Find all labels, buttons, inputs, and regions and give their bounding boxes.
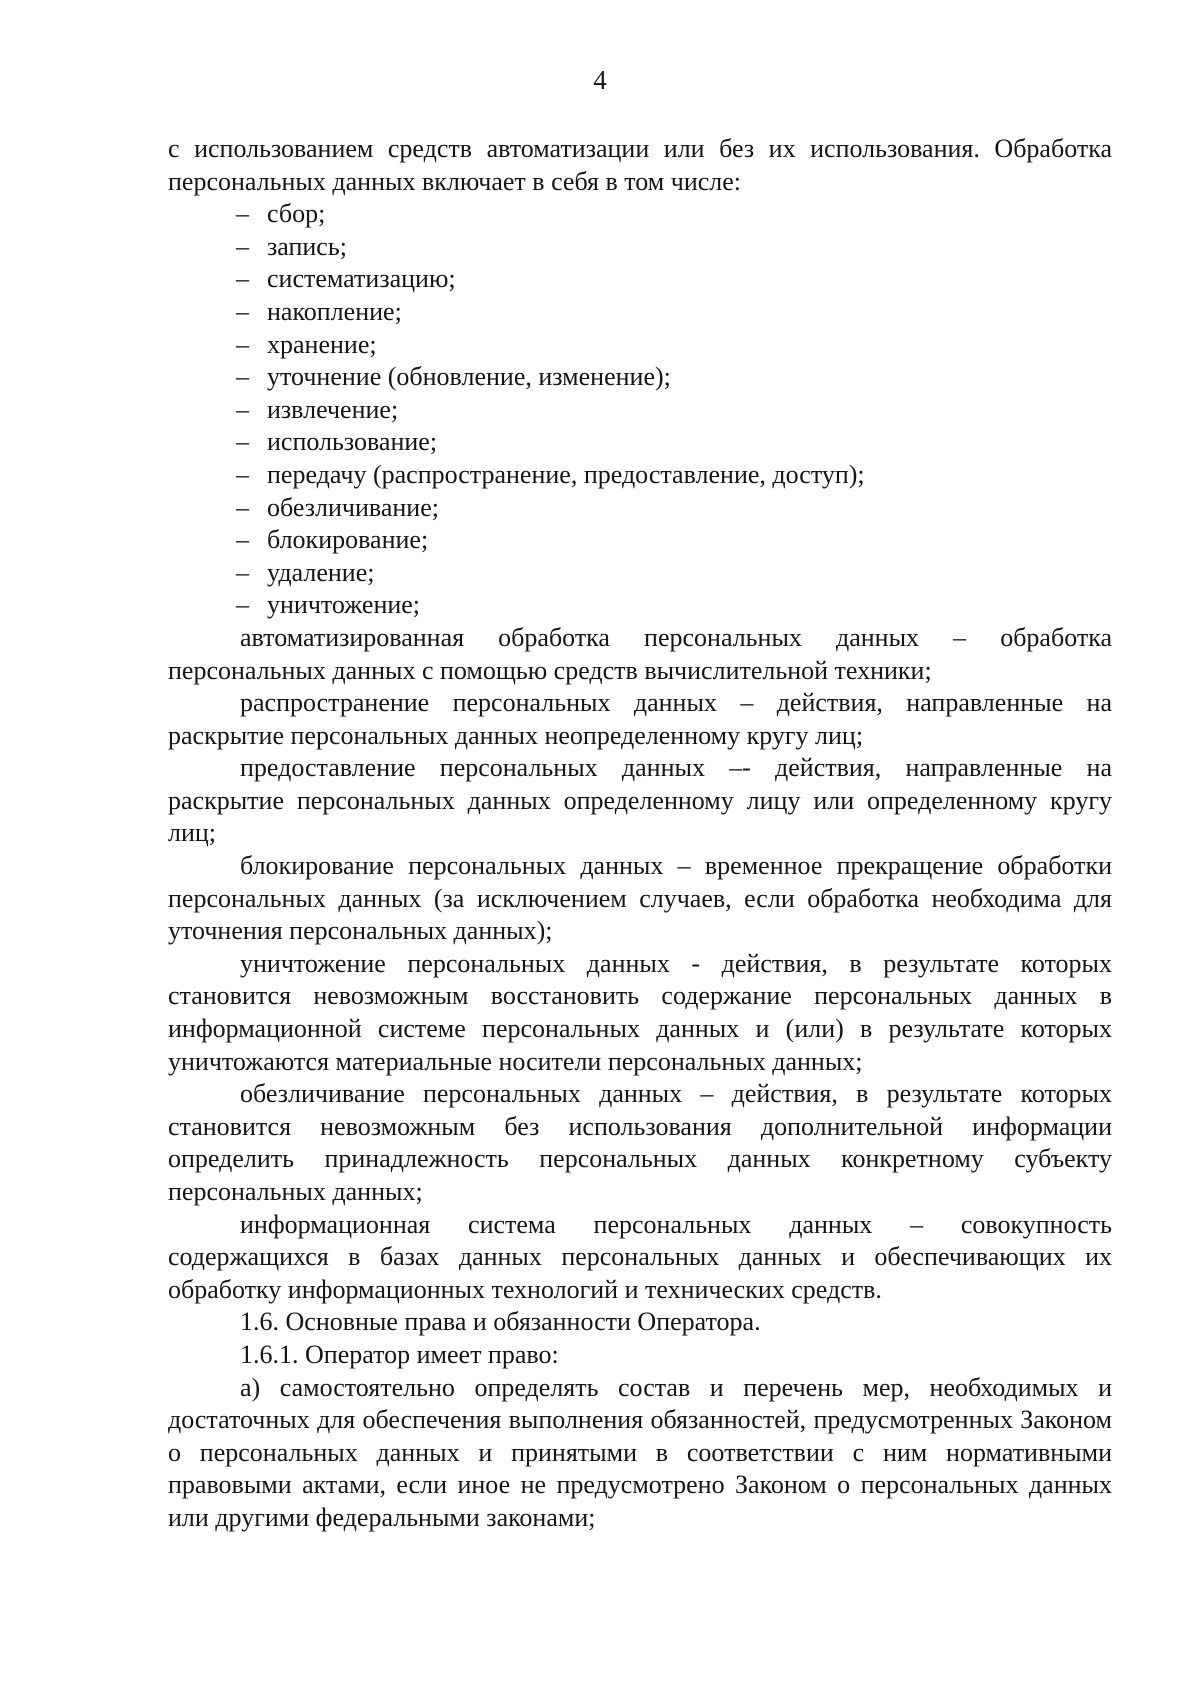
section-heading-1-6: 1.6. Основные права и обязанности Оператора.	[240, 1307, 761, 1337]
list-item-text: сбор;	[267, 199, 326, 229]
list-dash: –	[236, 264, 249, 294]
list-item-text: накопление;	[267, 296, 402, 326]
definition-blocking: блокирование персональных данных – временное прекращение обработки персональных данных (за исключением случаев, если обработка необходима для уточнения персональных данных);	[168, 851, 1112, 946]
list-item	[236, 394, 1112, 427]
list-dash: –	[236, 557, 249, 587]
intro-paragraph: с использованием средств автоматизации или без их использования. Обработка персональных данных включает в себя в том числе:	[168, 134, 1112, 196]
document-body	[168, 133, 1112, 1535]
list-item	[236, 231, 1112, 264]
list-item	[236, 492, 1112, 525]
page-number: 4	[593, 65, 607, 95]
list-item	[236, 329, 1112, 362]
list-item-text: извлечение;	[267, 394, 399, 424]
list-dash: –	[236, 459, 249, 489]
list-dash: –	[236, 427, 249, 457]
list-dash: –	[236, 492, 249, 522]
list-item	[236, 263, 1112, 296]
list-item-text: запись;	[267, 231, 347, 261]
list-item-text: уничтожение;	[267, 590, 421, 620]
list-dash: –	[236, 590, 249, 620]
list-dash: –	[236, 199, 249, 229]
list-item	[236, 459, 1112, 492]
list-item-text: передачу (распространение, предоставление, доступ);	[267, 459, 865, 489]
definition-dissemination: распространение персональных данных – действия, направленные на раскрытие персональных данных неопределенному кругу лиц;	[168, 688, 1112, 750]
list-dash: –	[236, 362, 249, 392]
list-item	[236, 296, 1112, 329]
clause-a: а) самостоятельно определять состав и перечень мер, необходимых и достаточных для обеспечения выполнения обязанностей, предусмотренных Законом о персональных данных и принятыми в соответствии с ним нормативными правовыми актами, если иное не предусмотрено Законом о персональных данных или другими федеральными законами;	[168, 1372, 1112, 1532]
list-item	[236, 361, 1112, 394]
list-item-text: обезличивание;	[267, 492, 439, 522]
list-item-text: уточнение (обновление, изменение);	[267, 362, 671, 392]
definition-destruction: уничтожение персональных данных - действия, в результате которых становится невозможным восстановить содержание персональных данных в информационной системе персональных данных и (или) в результате которых уничтожаются материальные носители персональных данных;	[168, 948, 1112, 1076]
list-item-text: удаление;	[267, 557, 375, 587]
section-heading-1-6-1: 1.6.1. Оператор имеет право:	[240, 1339, 559, 1369]
list-item-text: систематизацию;	[267, 264, 456, 294]
list-item-text: хранение;	[267, 329, 377, 359]
list-item	[236, 557, 1112, 590]
list-item	[236, 524, 1112, 557]
list-item	[236, 426, 1112, 459]
list-item-text: использование;	[267, 427, 438, 457]
definition-information-system: информационная система персональных данных – совокупность содержащихся в базах данных персональных данных и обеспечивающих их обработку информационных технологий и технических средств.	[168, 1209, 1112, 1304]
definition-automated-processing: автоматизированная обработка персональных данных – обработка персональных данных с помощью средств вычислительной техники;	[168, 622, 1112, 685]
definition-depersonalization: обезличивание персональных данных – действия, в результате которых становится невозможным без использования дополнительной информации определить принадлежность персональных данных конкретному субъекту персональных данных;	[168, 1079, 1112, 1206]
list-item	[236, 198, 1112, 231]
list-dash: –	[236, 394, 249, 424]
processing-actions-list	[168, 198, 1112, 622]
definition-provision: предоставление персональных данных –- действия, направленные на раскрытие персональных данных определенному лицу или определенному кругу лиц;	[168, 753, 1112, 848]
list-item-text: блокирование;	[267, 525, 429, 555]
list-dash: –	[236, 231, 249, 261]
list-dash: –	[236, 525, 249, 555]
list-dash: –	[236, 329, 249, 359]
list-item	[236, 589, 1112, 622]
list-dash: –	[236, 296, 249, 326]
